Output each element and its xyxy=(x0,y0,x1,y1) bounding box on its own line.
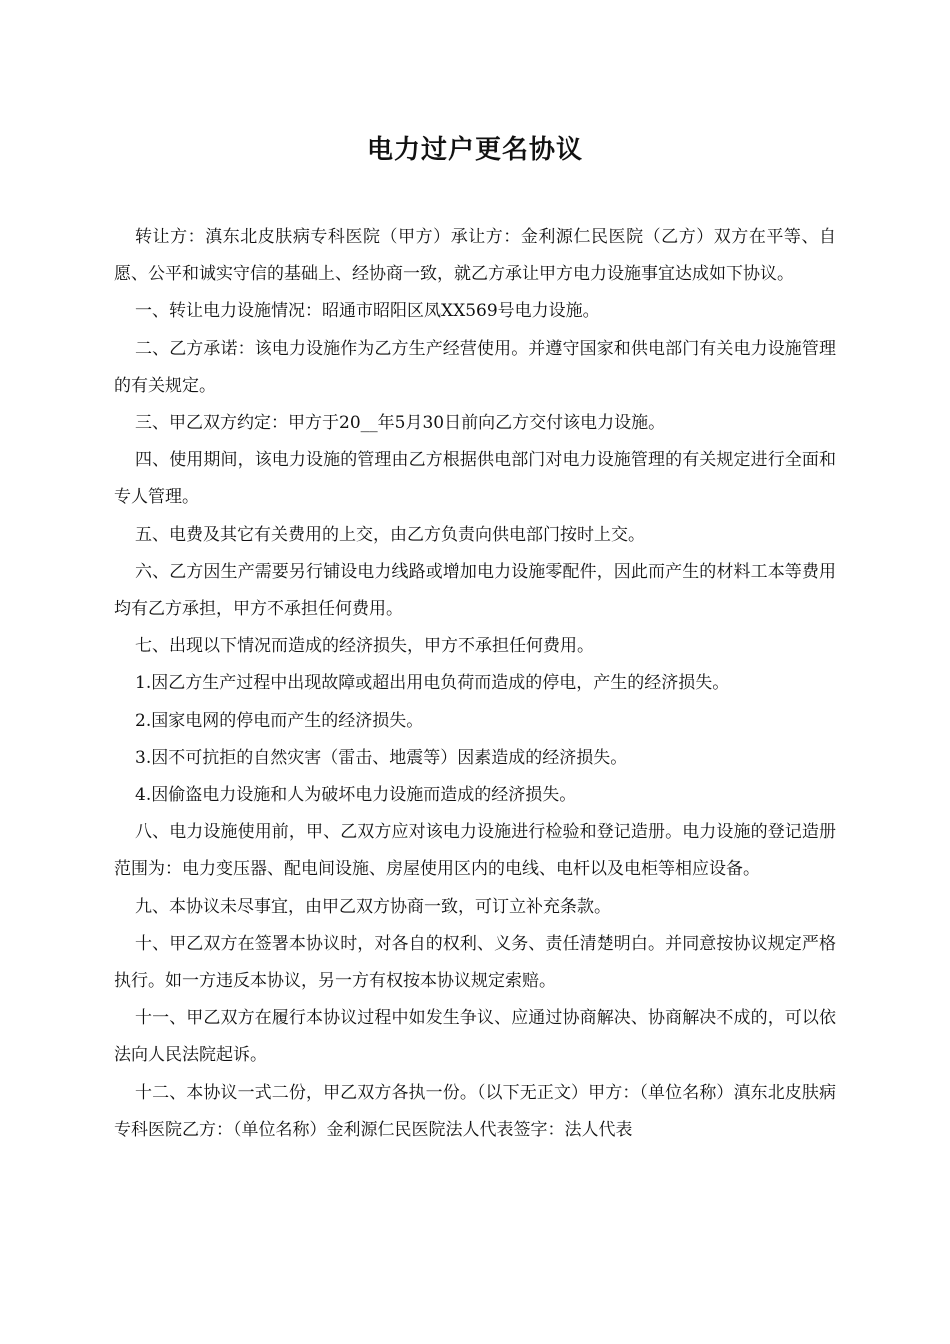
paragraph-clause-7-item-1: 1.因乙方生产过程中出现故障或超出用电负荷而造成的停电，产生的经济损失。 xyxy=(135,673,730,694)
paragraph-clause-10: 十、甲乙双方在签署本协议时，对各自的权利、义务、责任清楚明白。并同意按协议规定严格执行。如一方违反本协议，另一方有权按本协议规定索赔。 xyxy=(114,933,836,992)
paragraph-clause-9: 九、本协议未尽事宜，由甲乙双方协商一致，可订立补充条款。 xyxy=(135,896,611,917)
paragraph-clause-7: 七、出现以下情况而造成的经济损失，甲方不承担任何费用。 xyxy=(135,636,594,657)
paragraph-clause-7-item-3: 3.因不可抗拒的自然灾害（雷击、地震等）因素造成的经济损失。 xyxy=(135,747,628,768)
paragraph-clause-5: 五、电费及其它有关费用的上交，由乙方负责向供电部门按时上交。 xyxy=(135,524,645,545)
paragraph-clause-12: 十二、本协议一式二份，甲乙双方各执一份。（以下无正文）甲方：（单位名称）滇东北皮肤病专科医院乙方：（单位名称）金利源仁民医院法人代表签字：法人代表 xyxy=(114,1082,836,1140)
paragraph-clause-7-item-2: 2.国家电网的停电而产生的经济损失。 xyxy=(135,710,424,731)
document-title: 电力过户更名协议 xyxy=(366,135,583,165)
paragraph-clause-6: 六、乙方因生产需要另行铺设电力线路或增加电力设施零配件，因此而产生的材料工本等费用均有乙方承担，甲方不承担任何费用。 xyxy=(114,561,836,620)
paragraph-clause-8: 八、电力设施使用前，甲、乙双方应对该电力设施进行检验和登记造册。电力设施的登记造册范围为：电力变压器、配电间设施、房屋使用区内的电线、电杆以及电柜等相应设备。 xyxy=(114,822,836,880)
paragraph-clause-7-item-4: 4.因偷盗电力设施和人为破坏电力设施而造成的经济损失。 xyxy=(135,785,577,806)
paragraph-clause-4: 四、使用期间，该电力设施的管理由乙方根据供电部门对电力设施管理的有关规定进行全面和专人管理。 xyxy=(114,450,836,508)
document-body xyxy=(114,219,836,1149)
paragraph-clause-2: 二、乙方承诺：该电力设施作为乙方生产经营使用。并遵守国家和供电部门有关电力设施管理的有关规定。 xyxy=(114,338,836,396)
paragraph-clause-11: 十一、甲乙双方在履行本协议过程中如发生争议、应通过协商解决、协商解决不成的，可以依法向人民法院起诉。 xyxy=(114,1008,836,1066)
paragraph-preamble: 转让方：滇东北皮肤病专科医院（甲方）承让方：金利源仁民医院（乙方）双方在平等、自愿、公平和诚实守信的基础上、经协商一致，就乙方承让甲方电力设施事宜达成如下协议。 xyxy=(114,227,836,285)
paragraph-clause-1: 一、转让电力设施情况：昭通市昭阳区凤XX569号电力设施。 xyxy=(135,301,600,322)
paragraph-clause-3: 三、甲乙双方约定：甲方于20__年5月30日前向乙方交付该电力设施。 xyxy=(135,413,666,434)
